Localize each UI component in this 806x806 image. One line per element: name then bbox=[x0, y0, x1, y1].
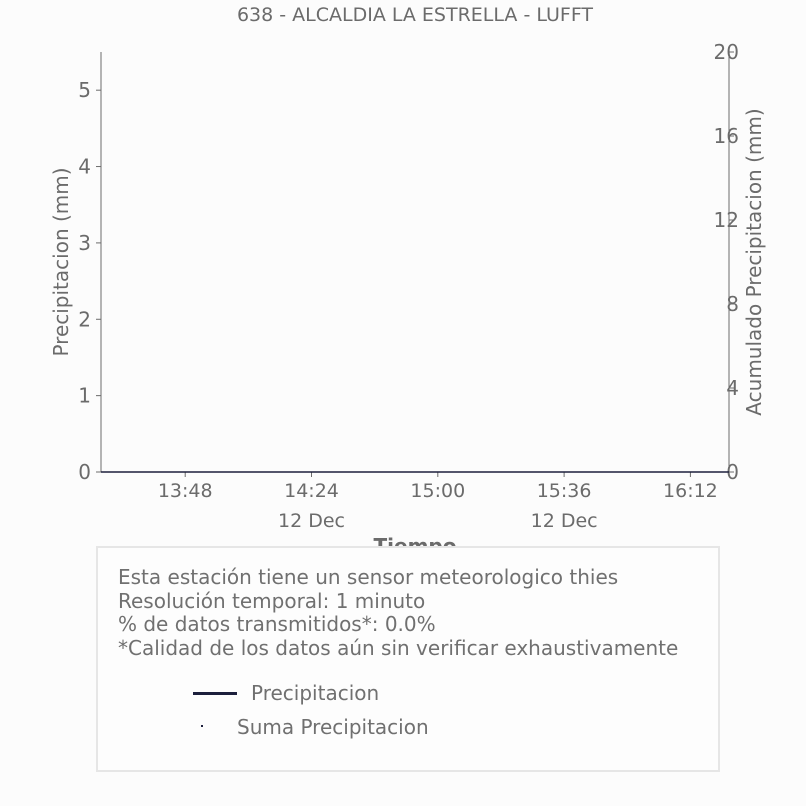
x-tick-label: 15:36 bbox=[536, 480, 592, 502]
right-y-tick-label: 4 bbox=[726, 376, 739, 400]
right-y-tick-label: 8 bbox=[726, 292, 739, 316]
info-legend-box bbox=[96, 546, 720, 772]
x-date-label: 12 Dec bbox=[278, 510, 345, 532]
right-y-tick-label: 12 bbox=[713, 208, 739, 232]
left-y-tick-label: 5 bbox=[78, 78, 91, 103]
x-tick-label: 13:48 bbox=[157, 480, 213, 502]
legend-line-swatch bbox=[193, 692, 237, 695]
x-tick-label: 15:00 bbox=[410, 480, 466, 502]
info-resolution-line: Resolución temporal: 1 minuto bbox=[118, 588, 426, 613]
right-y-tick-label: 0 bbox=[726, 460, 739, 484]
right-y-axis-label: Acumulado Precipitacion (mm) bbox=[742, 108, 766, 416]
left-y-tick-label: 4 bbox=[78, 154, 91, 179]
left-y-axis-label: Precipitacion (mm) bbox=[49, 167, 73, 357]
info-quality-note: *Calidad de los datos aún sin verificar exhaustivamente bbox=[118, 635, 679, 660]
left-y-tick-label: 1 bbox=[78, 383, 91, 408]
x-tick-label: 14:24 bbox=[284, 480, 339, 502]
left-y-tick-label: 0 bbox=[78, 460, 91, 484]
legend-dot-swatch bbox=[201, 725, 203, 727]
info-transmitted-line: % de datos transmitidos*: 0.0% bbox=[118, 612, 436, 636]
left-y-tick-label: 3 bbox=[78, 230, 91, 255]
station-info bbox=[118, 566, 678, 660]
chart-title: 638 - ALCALDIA LA ESTRELLA - LUFFT bbox=[236, 4, 594, 26]
left-y-tick-label: 2 bbox=[78, 307, 91, 332]
right-y-tick-label: 20 bbox=[713, 40, 739, 64]
right-y-tick-label: 16 bbox=[713, 124, 739, 148]
legend-item-suma: Suma Precipitacion bbox=[237, 715, 429, 739]
x-date-label: 12 Dec bbox=[530, 510, 598, 532]
x-tick-label: 16:12 bbox=[663, 480, 718, 502]
legend-item-precipitacion: Precipitacion bbox=[251, 681, 380, 705]
info-sensor-line: Esta estación tiene un sensor meteorologico thies bbox=[118, 565, 619, 589]
